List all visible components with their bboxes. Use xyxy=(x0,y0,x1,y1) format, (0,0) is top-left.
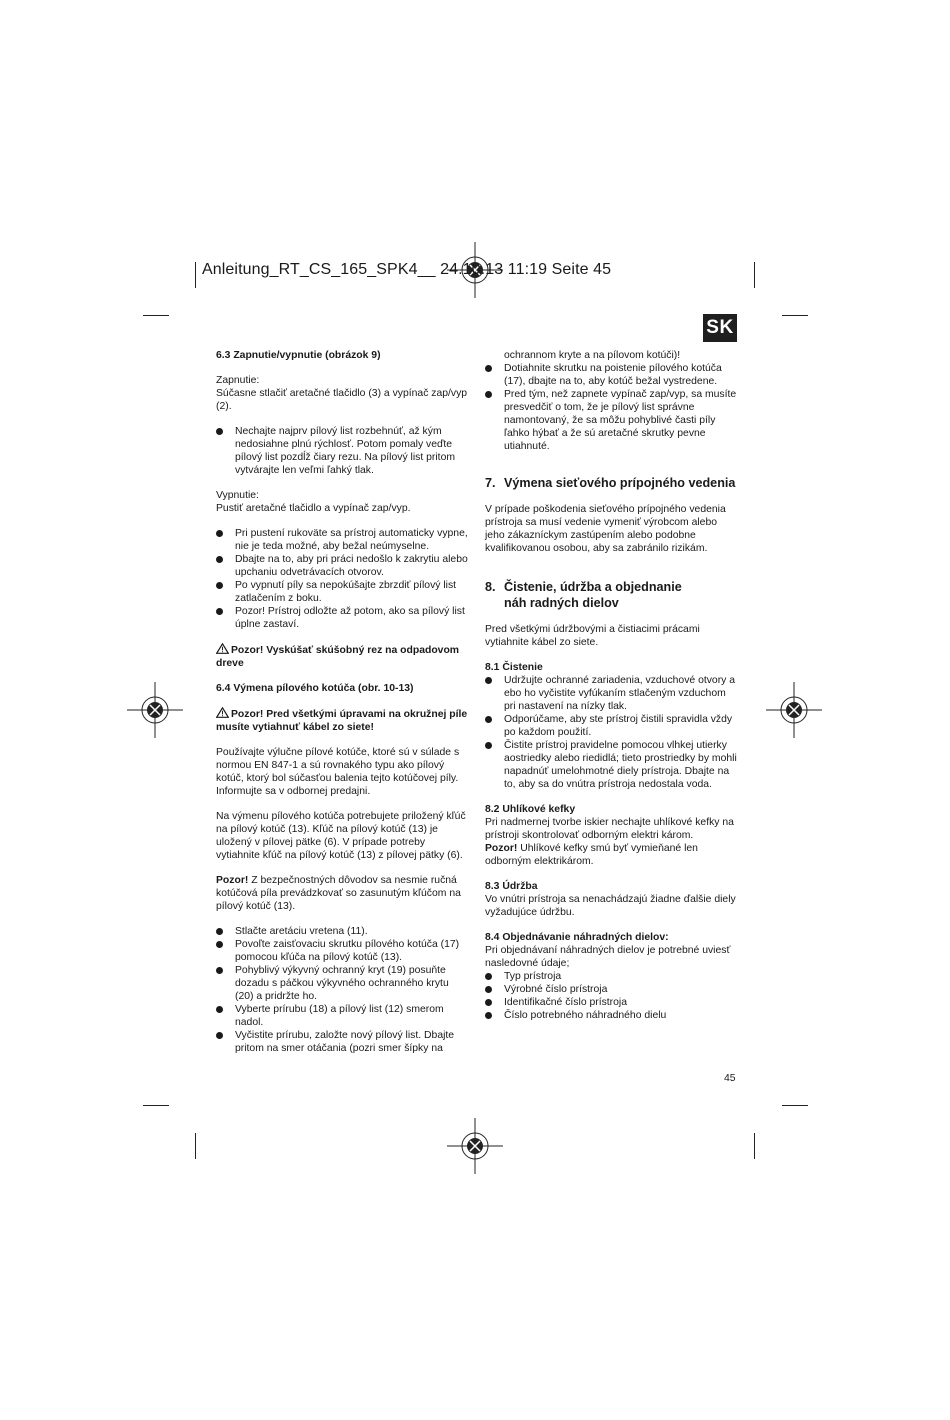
registration-mark-right xyxy=(766,682,822,738)
section-7-number: 7. xyxy=(485,476,496,490)
paragraph-key: Na výmenu pílového kotúča potrebujete priložený kľúč na pílový kotúč (13). Kľúč na pílový kotúč (13) je uložený v pílovej pätke (6). V prípade potreby vytiahnite kľúč na pílový kotúč (13) z pílovej pätky (6). xyxy=(216,811,466,861)
list-item: Stlačte aretáciu vretena (11). xyxy=(216,925,468,938)
zapnutie-label: Zapnutie: xyxy=(216,375,260,386)
zapnutie-block xyxy=(216,374,468,413)
print-slug-header: Anleitung_RT_CS_165_SPK4__ 24.10.13 11:19 Seite 45 xyxy=(202,261,612,278)
warning-test-cut-text: Pozor! Vyskúšať skúšobný rez na odpadovom dreve xyxy=(216,645,460,669)
list-item: Typ prístroja xyxy=(485,970,737,983)
list-item: Pozor! Prístroj odložte až potom, ako sa pílový list úplne zastaví. xyxy=(216,605,468,631)
warning-test-cut xyxy=(216,643,468,670)
list-item: Identifikačné číslo prístroja xyxy=(485,996,737,1009)
safety-bold-label: Pozor! xyxy=(216,875,249,886)
safety-text: Z bezpečnostných dôvodov sa nesmie ručná kotúčová píla prevádzkovať so zasunutým kľúčom na pílový kotúč (13). xyxy=(216,875,461,912)
section-8-text: Pred všetkými údržbovými a čistiacimi prácami vytiahnite kábel zo siete. xyxy=(485,624,700,648)
registration-mark-left xyxy=(127,682,183,738)
section-6-4-title: 6.4 Výmena pílového kotúča (obr. 10-13) xyxy=(216,683,414,694)
section-8-title: Čistenie, údržba a objednanie náh radných dielov xyxy=(504,580,682,610)
warning-unplug xyxy=(216,707,468,734)
vypnutie-block xyxy=(216,489,468,515)
section-8-heading xyxy=(485,579,737,611)
section-7-heading xyxy=(485,475,737,491)
list-item: Pohyblivý výkyvný ochranný kryt (19) posuňte dozadu s páčkou výkyvného ochranného krytu (20) a pridržte ho. xyxy=(216,964,468,1003)
vypnutie-label: Vypnutie: xyxy=(216,490,259,501)
crop-mark-left-h-bottom xyxy=(143,1105,169,1106)
section-8-4-title: 8.4 Objednávanie náhradných dielov: xyxy=(485,932,669,943)
section-6-3-title: 6.3 Zapnutie/vypnutie (obrázok 9) xyxy=(216,350,381,361)
list-item: Povoľte zaisťovaciu skrutku pílového kotúča (17) pomocou kľúča na pílový kotúč (13). xyxy=(216,938,468,964)
registration-mark-bottom xyxy=(447,1118,503,1174)
blade-change-steps xyxy=(216,925,468,1055)
list-item: Výrobné číslo prístroja xyxy=(485,983,737,996)
brushes-bold-label: Pozor! xyxy=(485,843,518,854)
list-item: Udržujte ochranné zariadenia, vzduchové otvory a ebo ho vyčistite vyfúkaním stlačeným vzduchom pri nastavení na nízky tlak. xyxy=(485,674,737,713)
list-item: Odporúčame, aby ste prístroj čistili spravidla vždy po každom použití. xyxy=(485,713,737,739)
section-8-2-warning xyxy=(485,842,737,868)
crop-mark-right-h-bottom xyxy=(782,1105,808,1106)
spare-parts-bullets xyxy=(485,970,737,1022)
list-item: Číslo potrebného náhradného dielu xyxy=(485,1009,737,1022)
paragraph-blades: Používajte výlučne pílové kotúče, ktoré sú v súlade s normou EN 847-1 a sú rovnakého typu ako pílový kotúč, ktorý bol súčasťou balenia tejto kotúčovej píly. Informujte sa v odbornej predajni. xyxy=(216,747,460,797)
crop-mark-left-h-top xyxy=(143,315,169,316)
brushes-text: Uhlíkové kefky smú byť vymieňané len odborným elektrikárom. xyxy=(485,843,698,867)
list-item: Vyčistite prírubu, založte nový pílový list. Dbajte pritom na smer otáčania (pozri smer šípky na xyxy=(216,1029,468,1055)
list-item: Dbajte na to, aby pri práci nedošlo k zakrytiu alebo upchaniu odvetrávacích otvorov. xyxy=(216,553,468,579)
warning-triangle-icon xyxy=(216,643,229,654)
list-item: Pred tým, než zapnete vypínač zap/vyp, sa musíte presvedčiť o tom, že je pílový list správne namontovaný, že sa môžu pohyblivé časti píly ľahko hýbať a že sú aretačné skrutky pevne utiahnuté. xyxy=(485,388,737,453)
section-8-3-text: Vo vnútri prístroja sa nenachádzajú žiadne ďalšie diely vyžadujúce údržbu. xyxy=(485,894,736,918)
section-7-title: Výmena sieťového prípojného vedenia xyxy=(504,476,736,490)
zapnutie-text: Súčasne stlačiť aretačné tlačidlo (3) a vypínač zap/vyp (2). xyxy=(216,388,468,412)
page-number: 45 xyxy=(724,1073,736,1084)
crop-mark-right-v-bottom xyxy=(754,1133,755,1159)
list-item: Dotiahnite skrutku na poistenie pílového kotúča (17), dbajte na to, aby kotúč bežal vystredene. xyxy=(485,362,737,388)
list-item: Pri pustení rukoväte sa prístroj automaticky vypne, nie je teda možné, aby bežal neúmyselne. xyxy=(216,527,468,553)
cleaning-bullets xyxy=(485,674,737,791)
section-8-4-text: Pri objednávaní náhradných dielov je potrebné uviesť nasledovné údaje; xyxy=(485,945,731,969)
section-8-2-text: Pri nadmernej tvorbe iskier nechajte uhlíkové kefky na prístroji skontrolovať odborným elektri károm. xyxy=(485,817,734,841)
list-item: Vyberte prírubu (18) a pílový list (12) smerom nadol. xyxy=(216,1003,468,1029)
crop-mark-right-v-top xyxy=(754,262,755,288)
crop-mark-right-h-top xyxy=(782,315,808,316)
right-column xyxy=(485,349,737,1034)
crop-mark-left-v-bottom xyxy=(195,1133,196,1159)
section-8-number: 8. xyxy=(485,580,496,594)
warning-unplug-text: Pozor! Pred všetkými úpravami na okružnej píle musíte vytiahnuť kábel zo siete! xyxy=(216,709,468,733)
list-item: Nechajte najprv pílový list rozbehnúť, až kým nedosiahne plnú rýchlosť. Potom pomaly veďte pílový list pozdĺž čiary rezu. Na pílový list pritom vytvárajte len veľmi ľahký tlak. xyxy=(216,425,468,477)
list-continuation: ochrannom kryte a na pílovom kotúči)! xyxy=(504,350,681,361)
section-8-3-title: 8.3 Údržba xyxy=(485,881,538,892)
section-8-2-title: 8.2 Uhlíkové kefky xyxy=(485,804,576,815)
list-item: Po vypnutí píly sa nepokúšajte zbrzdiť pílový list zatlačením z boku. xyxy=(216,579,468,605)
crop-mark-left-v-top xyxy=(195,262,196,288)
language-badge: SK xyxy=(703,314,737,342)
left-column xyxy=(216,349,468,1067)
paragraph-safety xyxy=(216,874,468,913)
vypnutie-text: Pustiť aretačné tlačidlo a vypínač zap/vyp. xyxy=(216,503,411,514)
warning-triangle-icon xyxy=(216,707,229,718)
section-8-1-title: 8.1 Čistenie xyxy=(485,662,543,673)
zapnutie-bullets xyxy=(216,425,468,477)
vypnutie-bullets xyxy=(216,527,468,631)
list-item: Čistite prístroj pravidelne pomocou vlhkej utierky aostriedky alebo riedidlá; tieto prostriedky by mohli napadnúť umelohmotné diely prístroja. Dbajte na to, aby sa do vnútra prístroja nedostala voda. xyxy=(485,739,737,791)
section-7-text: V prípade poškodenia sieťového prípojného vedenia prístroja sa musí vedenie vymeniť výrobcom alebo jeho zákazníckym zastúpením alebo podobne kvalifikovanou osobou, aby sa zabránilo rizikám. xyxy=(485,504,726,554)
blade-change-steps-cont xyxy=(485,362,737,453)
